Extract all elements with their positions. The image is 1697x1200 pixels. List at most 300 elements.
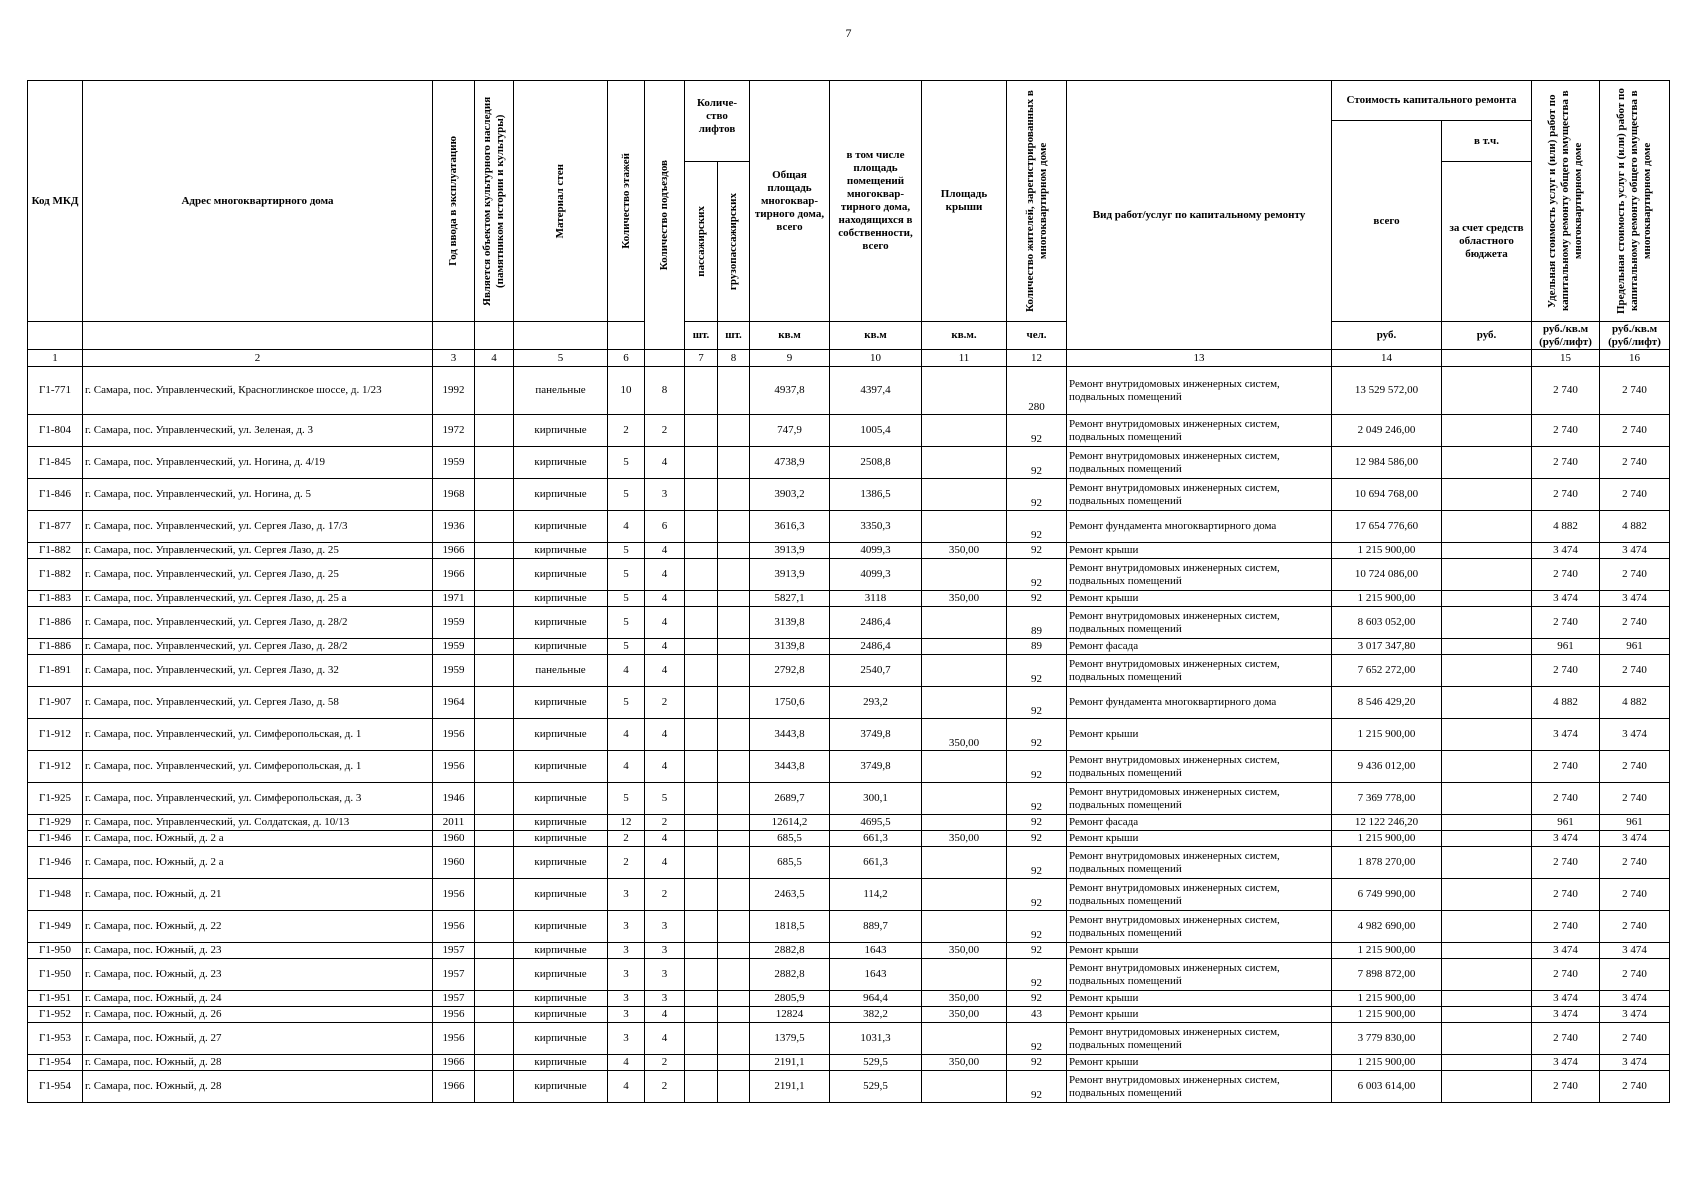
cell-max-cost: 2 740 xyxy=(1600,959,1670,991)
cell-floors: 5 xyxy=(608,479,645,511)
cell-heritage xyxy=(475,591,514,607)
cell-unit-cost: 2 740 xyxy=(1532,1071,1600,1103)
cell-roof-area xyxy=(922,879,1007,911)
cell-cost-regional xyxy=(1442,415,1532,447)
cell-max-cost: 3 474 xyxy=(1600,831,1670,847)
cell-entrances: 2 xyxy=(645,415,685,447)
cell-owned-area: 661,3 xyxy=(830,831,922,847)
cell-entrances: 4 xyxy=(645,1007,685,1023)
table-row xyxy=(28,815,1670,831)
cell-unit-cost: 2 740 xyxy=(1532,607,1600,639)
cell-heritage xyxy=(475,415,514,447)
cell-walls: кирпичные xyxy=(514,815,608,831)
cell-floors: 3 xyxy=(608,1023,645,1055)
unit-sqm: кв.м xyxy=(830,322,922,350)
cell-address: г. Самара, пос. Управленческий, ул. Ногина, д. 5 xyxy=(83,479,433,511)
cell-owned-area: 1005,4 xyxy=(830,415,922,447)
cell-owned-area: 529,5 xyxy=(830,1071,922,1103)
table-row xyxy=(28,447,1670,479)
cell-owned-area: 1643 xyxy=(830,959,922,991)
cell-lifts-passenger xyxy=(685,543,718,559)
cell-code: Г1-929 xyxy=(28,815,83,831)
cell-cost-total: 13 529 572,00 xyxy=(1332,367,1442,415)
cell-cost-regional xyxy=(1442,607,1532,639)
cell-unit-cost: 2 740 xyxy=(1532,959,1600,991)
column-number: 16 xyxy=(1600,350,1670,367)
cell-cost-regional xyxy=(1442,1071,1532,1103)
cell-heritage xyxy=(475,639,514,655)
table-row xyxy=(28,479,1670,511)
cell-walls: кирпичные xyxy=(514,911,608,943)
cell-code: Г1-886 xyxy=(28,639,83,655)
cell-year: 1956 xyxy=(433,1023,475,1055)
cell-total-area: 3139,8 xyxy=(750,639,830,655)
cell-lifts-freight xyxy=(718,543,750,559)
table-row xyxy=(28,879,1670,911)
cell-cost-total: 3 779 830,00 xyxy=(1332,1023,1442,1055)
cell-heritage xyxy=(475,655,514,687)
cell-owned-area: 3118 xyxy=(830,591,922,607)
cell-total-area: 3616,3 xyxy=(750,511,830,543)
cell-residents: 92 xyxy=(1007,991,1067,1007)
cell-lifts-freight xyxy=(718,1023,750,1055)
cell-code: Г1-886 xyxy=(28,607,83,639)
cell-walls: кирпичные xyxy=(514,1007,608,1023)
cell-walls: кирпичные xyxy=(514,591,608,607)
page-number: 7 xyxy=(845,26,852,40)
cell-cost-regional xyxy=(1442,943,1532,959)
cell-heritage xyxy=(475,783,514,815)
cell-work-type: Ремонт внутридомовых инженерных систем, подвальных помещений xyxy=(1067,479,1332,511)
cell-cost-total: 8 603 052,00 xyxy=(1332,607,1442,639)
cell-unit-cost: 2 740 xyxy=(1532,479,1600,511)
cell-roof-area xyxy=(922,655,1007,687)
cell-heritage xyxy=(475,367,514,415)
cell-total-area: 4937,8 xyxy=(750,367,830,415)
cell-roof-area xyxy=(922,1071,1007,1103)
cell-residents: 92 xyxy=(1007,815,1067,831)
cell-residents: 92 xyxy=(1007,687,1067,719)
table-row xyxy=(28,751,1670,783)
cell-code: Г1-804 xyxy=(28,415,83,447)
cell-floors: 5 xyxy=(608,607,645,639)
cell-max-cost: 4 882 xyxy=(1600,511,1670,543)
cell-work-type: Ремонт внутридомовых инженерных систем, подвальных помещений xyxy=(1067,959,1332,991)
cell-lifts-passenger xyxy=(685,815,718,831)
column-number: 14 xyxy=(1332,350,1442,367)
cell-heritage xyxy=(475,847,514,879)
cell-lifts-passenger xyxy=(685,847,718,879)
cell-walls: кирпичные xyxy=(514,639,608,655)
cell-year: 1960 xyxy=(433,831,475,847)
cell-year: 1959 xyxy=(433,655,475,687)
cell-cost-total: 10 694 768,00 xyxy=(1332,479,1442,511)
cell-cost-total: 1 215 900,00 xyxy=(1332,543,1442,559)
cell-cost-total: 2 049 246,00 xyxy=(1332,415,1442,447)
cell-owned-area: 300,1 xyxy=(830,783,922,815)
cell-heritage xyxy=(475,479,514,511)
cell-unit-cost: 3 474 xyxy=(1532,591,1600,607)
cell-unit-cost: 4 882 xyxy=(1532,687,1600,719)
cell-walls: кирпичные xyxy=(514,415,608,447)
cell-entrances: 2 xyxy=(645,1055,685,1071)
cell-address: г. Самара, пос. Южный, д. 21 xyxy=(83,879,433,911)
cell-total-area: 685,5 xyxy=(750,847,830,879)
cell-heritage xyxy=(475,447,514,479)
cell-cost-regional xyxy=(1442,751,1532,783)
cell-year: 1992 xyxy=(433,367,475,415)
cell-heritage xyxy=(475,991,514,1007)
cell-total-area: 4738,9 xyxy=(750,447,830,479)
cell-max-cost: 3 474 xyxy=(1600,1007,1670,1023)
cell-lifts-freight xyxy=(718,511,750,543)
cell-floors: 5 xyxy=(608,447,645,479)
cell-cost-regional xyxy=(1442,991,1532,1007)
cell-max-cost: 2 740 xyxy=(1600,847,1670,879)
cell-entrances: 4 xyxy=(645,831,685,847)
cell-cost-regional xyxy=(1442,879,1532,911)
cell-roof-area: 350,00 xyxy=(922,831,1007,847)
header-year: Год ввода в эксплуатацию xyxy=(433,81,475,322)
cell-lifts-passenger xyxy=(685,1055,718,1071)
cell-entrances: 3 xyxy=(645,911,685,943)
cell-floors: 4 xyxy=(608,751,645,783)
cell-address: г. Самара, пос. Управленческий, ул. Ногина, д. 4/19 xyxy=(83,447,433,479)
cell-address: г. Самара, пос. Южный, д. 24 xyxy=(83,991,433,1007)
cell-lifts-passenger xyxy=(685,447,718,479)
cell-entrances: 2 xyxy=(645,1071,685,1103)
cell-heritage xyxy=(475,831,514,847)
cell-cost-regional xyxy=(1442,719,1532,751)
header-lifts-freight: грузопассажирских xyxy=(718,162,750,322)
cell-heritage xyxy=(475,943,514,959)
cell-max-cost: 3 474 xyxy=(1600,1055,1670,1071)
cell-cost-regional xyxy=(1442,1023,1532,1055)
cell-residents: 92 xyxy=(1007,447,1067,479)
cell-code: Г1-954 xyxy=(28,1071,83,1103)
cell-walls: кирпичные xyxy=(514,831,608,847)
cell-unit-cost: 2 740 xyxy=(1532,559,1600,591)
column-number: 8 xyxy=(718,350,750,367)
cell-entrances: 8 xyxy=(645,367,685,415)
cell-entrances: 4 xyxy=(645,719,685,751)
cell-address: г. Самара, пос. Южный, д. 2 а xyxy=(83,831,433,847)
cell-owned-area: 3350,3 xyxy=(830,511,922,543)
cell-total-area: 3913,9 xyxy=(750,543,830,559)
cell-cost-regional xyxy=(1442,1007,1532,1023)
cell-total-area: 1379,5 xyxy=(750,1023,830,1055)
cell-year: 1936 xyxy=(433,511,475,543)
cell-work-type: Ремонт внутридомовых инженерных систем, подвальных помещений xyxy=(1067,447,1332,479)
cell-year: 1956 xyxy=(433,879,475,911)
cell-work-type: Ремонт крыши xyxy=(1067,543,1332,559)
cell-year: 1968 xyxy=(433,479,475,511)
table-row xyxy=(28,607,1670,639)
cell-owned-area: 2540,7 xyxy=(830,655,922,687)
cell-walls: панельные xyxy=(514,655,608,687)
cell-year: 1971 xyxy=(433,591,475,607)
cell-year: 1956 xyxy=(433,719,475,751)
cell-max-cost: 2 740 xyxy=(1600,1023,1670,1055)
header-heritage: Является объектом культурного наследия (памятником истории и культуры) xyxy=(475,81,514,322)
cell-owned-area: 2486,4 xyxy=(830,607,922,639)
cell-unit-cost: 3 474 xyxy=(1532,991,1600,1007)
cell-residents: 92 xyxy=(1007,415,1067,447)
column-number: 5 xyxy=(514,350,608,367)
cell-heritage xyxy=(475,959,514,991)
cell-total-area: 3139,8 xyxy=(750,607,830,639)
cell-work-type: Ремонт внутридомовых инженерных систем, подвальных помещений xyxy=(1067,607,1332,639)
cell-walls: кирпичные xyxy=(514,959,608,991)
cell-cost-regional xyxy=(1442,911,1532,943)
cell-address: г. Самара, пос. Управленческий, ул. Сергея Лазо, д. 58 xyxy=(83,687,433,719)
cell-lifts-passenger xyxy=(685,943,718,959)
cell-max-cost: 3 474 xyxy=(1600,591,1670,607)
cell-total-area: 685,5 xyxy=(750,831,830,847)
unit-sqm: кв.м xyxy=(750,322,830,350)
cell-cost-total: 1 215 900,00 xyxy=(1332,1007,1442,1023)
cell-heritage xyxy=(475,1055,514,1071)
cell-work-type: Ремонт крыши xyxy=(1067,831,1332,847)
cell-work-type: Ремонт внутридомовых инженерных систем, подвальных помещений xyxy=(1067,559,1332,591)
cell-residents: 92 xyxy=(1007,1071,1067,1103)
cell-cost-total: 1 878 270,00 xyxy=(1332,847,1442,879)
cell-residents: 92 xyxy=(1007,655,1067,687)
cell-work-type: Ремонт фундамента многоквартирного дома xyxy=(1067,511,1332,543)
cell-work-type: Ремонт фасада xyxy=(1067,815,1332,831)
cell-year: 1946 xyxy=(433,783,475,815)
cell-floors: 4 xyxy=(608,655,645,687)
cell-max-cost: 2 740 xyxy=(1600,447,1670,479)
column-number: 10 xyxy=(830,350,922,367)
cell-code: Г1-954 xyxy=(28,1055,83,1071)
cell-lifts-freight xyxy=(718,911,750,943)
header-owned-area: в том числе площадь помещений многоквар-тирного дома, находящихся в собственности, всего xyxy=(830,81,922,322)
table-row xyxy=(28,655,1670,687)
cell-walls: кирпичные xyxy=(514,479,608,511)
cell-year: 1966 xyxy=(433,1055,475,1071)
cell-total-area: 747,9 xyxy=(750,415,830,447)
cell-entrances: 3 xyxy=(645,991,685,1007)
cell-code: Г1-882 xyxy=(28,543,83,559)
cell-owned-area: 4099,3 xyxy=(830,543,922,559)
cell-roof-area xyxy=(922,479,1007,511)
cell-walls: кирпичные xyxy=(514,607,608,639)
cell-cost-regional xyxy=(1442,783,1532,815)
header-roof-area: Площадь крыши xyxy=(922,81,1007,322)
cell-lifts-passenger xyxy=(685,1071,718,1103)
cell-lifts-freight xyxy=(718,415,750,447)
column-number-row xyxy=(28,350,1670,367)
cell-address: г. Самара, пос. Управленческий, ул. Симферопольская, д. 3 xyxy=(83,783,433,815)
cell-roof-area xyxy=(922,847,1007,879)
cell-heritage xyxy=(475,559,514,591)
column-number: 6 xyxy=(608,350,645,367)
cell-unit-cost: 3 474 xyxy=(1532,719,1600,751)
cell-cost-total: 12 984 586,00 xyxy=(1332,447,1442,479)
cell-total-area: 1750,6 xyxy=(750,687,830,719)
column-number: 9 xyxy=(750,350,830,367)
cell-floors: 5 xyxy=(608,559,645,591)
cell-lifts-passenger xyxy=(685,719,718,751)
cell-residents: 92 xyxy=(1007,719,1067,751)
cell-code: Г1-925 xyxy=(28,783,83,815)
cell-lifts-freight xyxy=(718,639,750,655)
cell-walls: кирпичные xyxy=(514,751,608,783)
column-number: 7 xyxy=(685,350,718,367)
cell-entrances: 3 xyxy=(645,479,685,511)
cell-work-type: Ремонт внутридомовых инженерных систем, подвальных помещений xyxy=(1067,367,1332,415)
cell-max-cost: 2 740 xyxy=(1600,479,1670,511)
cell-max-cost: 2 740 xyxy=(1600,911,1670,943)
cell-owned-area: 3749,8 xyxy=(830,751,922,783)
cell-heritage xyxy=(475,1007,514,1023)
cell-work-type: Ремонт фасада xyxy=(1067,639,1332,655)
cell-cost-regional xyxy=(1442,511,1532,543)
cell-walls: кирпичные xyxy=(514,1023,608,1055)
cell-floors: 5 xyxy=(608,591,645,607)
cell-year: 1959 xyxy=(433,607,475,639)
header-lifts-passenger: пассажирских xyxy=(685,162,718,322)
table-row xyxy=(28,367,1670,415)
cell-address: г. Самара, пос. Управленческий, ул. Солдатская, д. 10/13 xyxy=(83,815,433,831)
cell-code: Г1-882 xyxy=(28,559,83,591)
cell-residents: 92 xyxy=(1007,1023,1067,1055)
cell-address: г. Самара, пос. Южный, д. 22 xyxy=(83,911,433,943)
cell-floors: 5 xyxy=(608,687,645,719)
unit-rate: руб./кв.м (руб/лифт) xyxy=(1600,322,1670,350)
cell-unit-cost: 3 474 xyxy=(1532,543,1600,559)
header-floors: Количество этажей xyxy=(608,81,645,322)
cell-work-type: Ремонт внутридомовых инженерных систем, подвальных помещений xyxy=(1067,415,1332,447)
cell-floors: 5 xyxy=(608,783,645,815)
cell-work-type: Ремонт крыши xyxy=(1067,943,1332,959)
cell-cost-regional xyxy=(1442,815,1532,831)
cell-year: 1966 xyxy=(433,1071,475,1103)
cell-max-cost: 2 740 xyxy=(1600,1071,1670,1103)
cell-max-cost: 2 740 xyxy=(1600,655,1670,687)
cell-heritage xyxy=(475,607,514,639)
cell-lifts-passenger xyxy=(685,959,718,991)
cell-roof-area xyxy=(922,751,1007,783)
cell-lifts-freight xyxy=(718,847,750,879)
unit-pcs: шт. xyxy=(685,322,718,350)
cell-code: Г1-912 xyxy=(28,751,83,783)
cell-unit-cost: 2 740 xyxy=(1532,367,1600,415)
cell-walls: кирпичные xyxy=(514,1071,608,1103)
cell-max-cost: 2 740 xyxy=(1600,367,1670,415)
cell-lifts-freight xyxy=(718,479,750,511)
cell-work-type: Ремонт фундамента многоквартирного дома xyxy=(1067,687,1332,719)
cell-residents: 92 xyxy=(1007,559,1067,591)
unit-blank xyxy=(514,322,608,350)
cell-residents: 92 xyxy=(1007,911,1067,943)
cell-residents: 92 xyxy=(1007,751,1067,783)
cell-max-cost: 3 474 xyxy=(1600,719,1670,751)
cell-lifts-passenger xyxy=(685,591,718,607)
cell-entrances: 4 xyxy=(645,591,685,607)
cell-cost-total: 12 122 246,20 xyxy=(1332,815,1442,831)
cell-lifts-freight xyxy=(718,991,750,1007)
unit-blank xyxy=(608,322,645,350)
cell-cost-total: 7 369 778,00 xyxy=(1332,783,1442,815)
cell-cost-regional xyxy=(1442,591,1532,607)
column-number: 1 xyxy=(28,350,83,367)
cell-owned-area: 3749,8 xyxy=(830,719,922,751)
cell-lifts-freight xyxy=(718,1071,750,1103)
cell-total-area: 3913,9 xyxy=(750,559,830,591)
unit-rate: руб./кв.м (руб/лифт) xyxy=(1532,322,1600,350)
cell-unit-cost: 2 740 xyxy=(1532,879,1600,911)
cell-unit-cost: 2 740 xyxy=(1532,783,1600,815)
cell-code: Г1-845 xyxy=(28,447,83,479)
header-max-cost: Предельная стоимость услуг и (или) работ по капитальному ремонту общего имущества в многоквартирном доме xyxy=(1600,81,1670,322)
cell-owned-area: 4695,5 xyxy=(830,815,922,831)
cell-max-cost: 2 740 xyxy=(1600,559,1670,591)
cell-cost-total: 8 546 429,20 xyxy=(1332,687,1442,719)
cell-entrances: 4 xyxy=(645,607,685,639)
cell-owned-area: 114,2 xyxy=(830,879,922,911)
cell-residents: 92 xyxy=(1007,1055,1067,1071)
cell-entrances: 3 xyxy=(645,959,685,991)
cell-code: Г1-891 xyxy=(28,655,83,687)
cell-work-type: Ремонт крыши xyxy=(1067,719,1332,751)
table-row xyxy=(28,687,1670,719)
cell-roof-area xyxy=(922,415,1007,447)
cell-lifts-freight xyxy=(718,815,750,831)
cell-entrances: 3 xyxy=(645,943,685,959)
cell-address: г. Самара, пос. Управленческий, ул. Симферопольская, д. 1 xyxy=(83,751,433,783)
cell-entrances: 4 xyxy=(645,447,685,479)
cell-owned-area: 964,4 xyxy=(830,991,922,1007)
cell-floors: 4 xyxy=(608,1071,645,1103)
cell-lifts-freight xyxy=(718,783,750,815)
column-number: 2 xyxy=(83,350,433,367)
cell-address: г. Самара, пос. Южный, д. 23 xyxy=(83,943,433,959)
cell-roof-area: 350,00 xyxy=(922,943,1007,959)
cell-cost-total: 4 982 690,00 xyxy=(1332,911,1442,943)
table-row xyxy=(28,1007,1670,1023)
cell-heritage xyxy=(475,751,514,783)
cell-cost-regional xyxy=(1442,543,1532,559)
header-entrances: Количество подъездов xyxy=(645,81,685,350)
cell-unit-cost: 2 740 xyxy=(1532,847,1600,879)
cell-cost-total: 7 652 272,00 xyxy=(1332,655,1442,687)
cell-cost-total: 17 654 776,60 xyxy=(1332,511,1442,543)
cell-owned-area: 661,3 xyxy=(830,847,922,879)
cell-entrances: 4 xyxy=(645,847,685,879)
cell-total-area: 2191,1 xyxy=(750,1071,830,1103)
table-row xyxy=(28,1071,1670,1103)
cell-floors: 2 xyxy=(608,831,645,847)
cell-address: г. Самара, пос. Южный, д. 28 xyxy=(83,1071,433,1103)
cell-total-area: 2882,8 xyxy=(750,943,830,959)
cell-residents: 280 xyxy=(1007,367,1067,415)
cell-max-cost: 4 882 xyxy=(1600,687,1670,719)
cell-lifts-freight xyxy=(718,719,750,751)
cell-roof-area: 350,00 xyxy=(922,719,1007,751)
header-cost-incl: в т.ч. xyxy=(1442,121,1532,162)
cell-floors: 3 xyxy=(608,911,645,943)
cell-heritage xyxy=(475,1023,514,1055)
cell-lifts-freight xyxy=(718,879,750,911)
table-row xyxy=(28,911,1670,943)
cell-walls: кирпичные xyxy=(514,543,608,559)
cell-residents: 92 xyxy=(1007,511,1067,543)
cell-lifts-freight xyxy=(718,591,750,607)
cell-cost-regional xyxy=(1442,847,1532,879)
cell-owned-area: 382,2 xyxy=(830,1007,922,1023)
